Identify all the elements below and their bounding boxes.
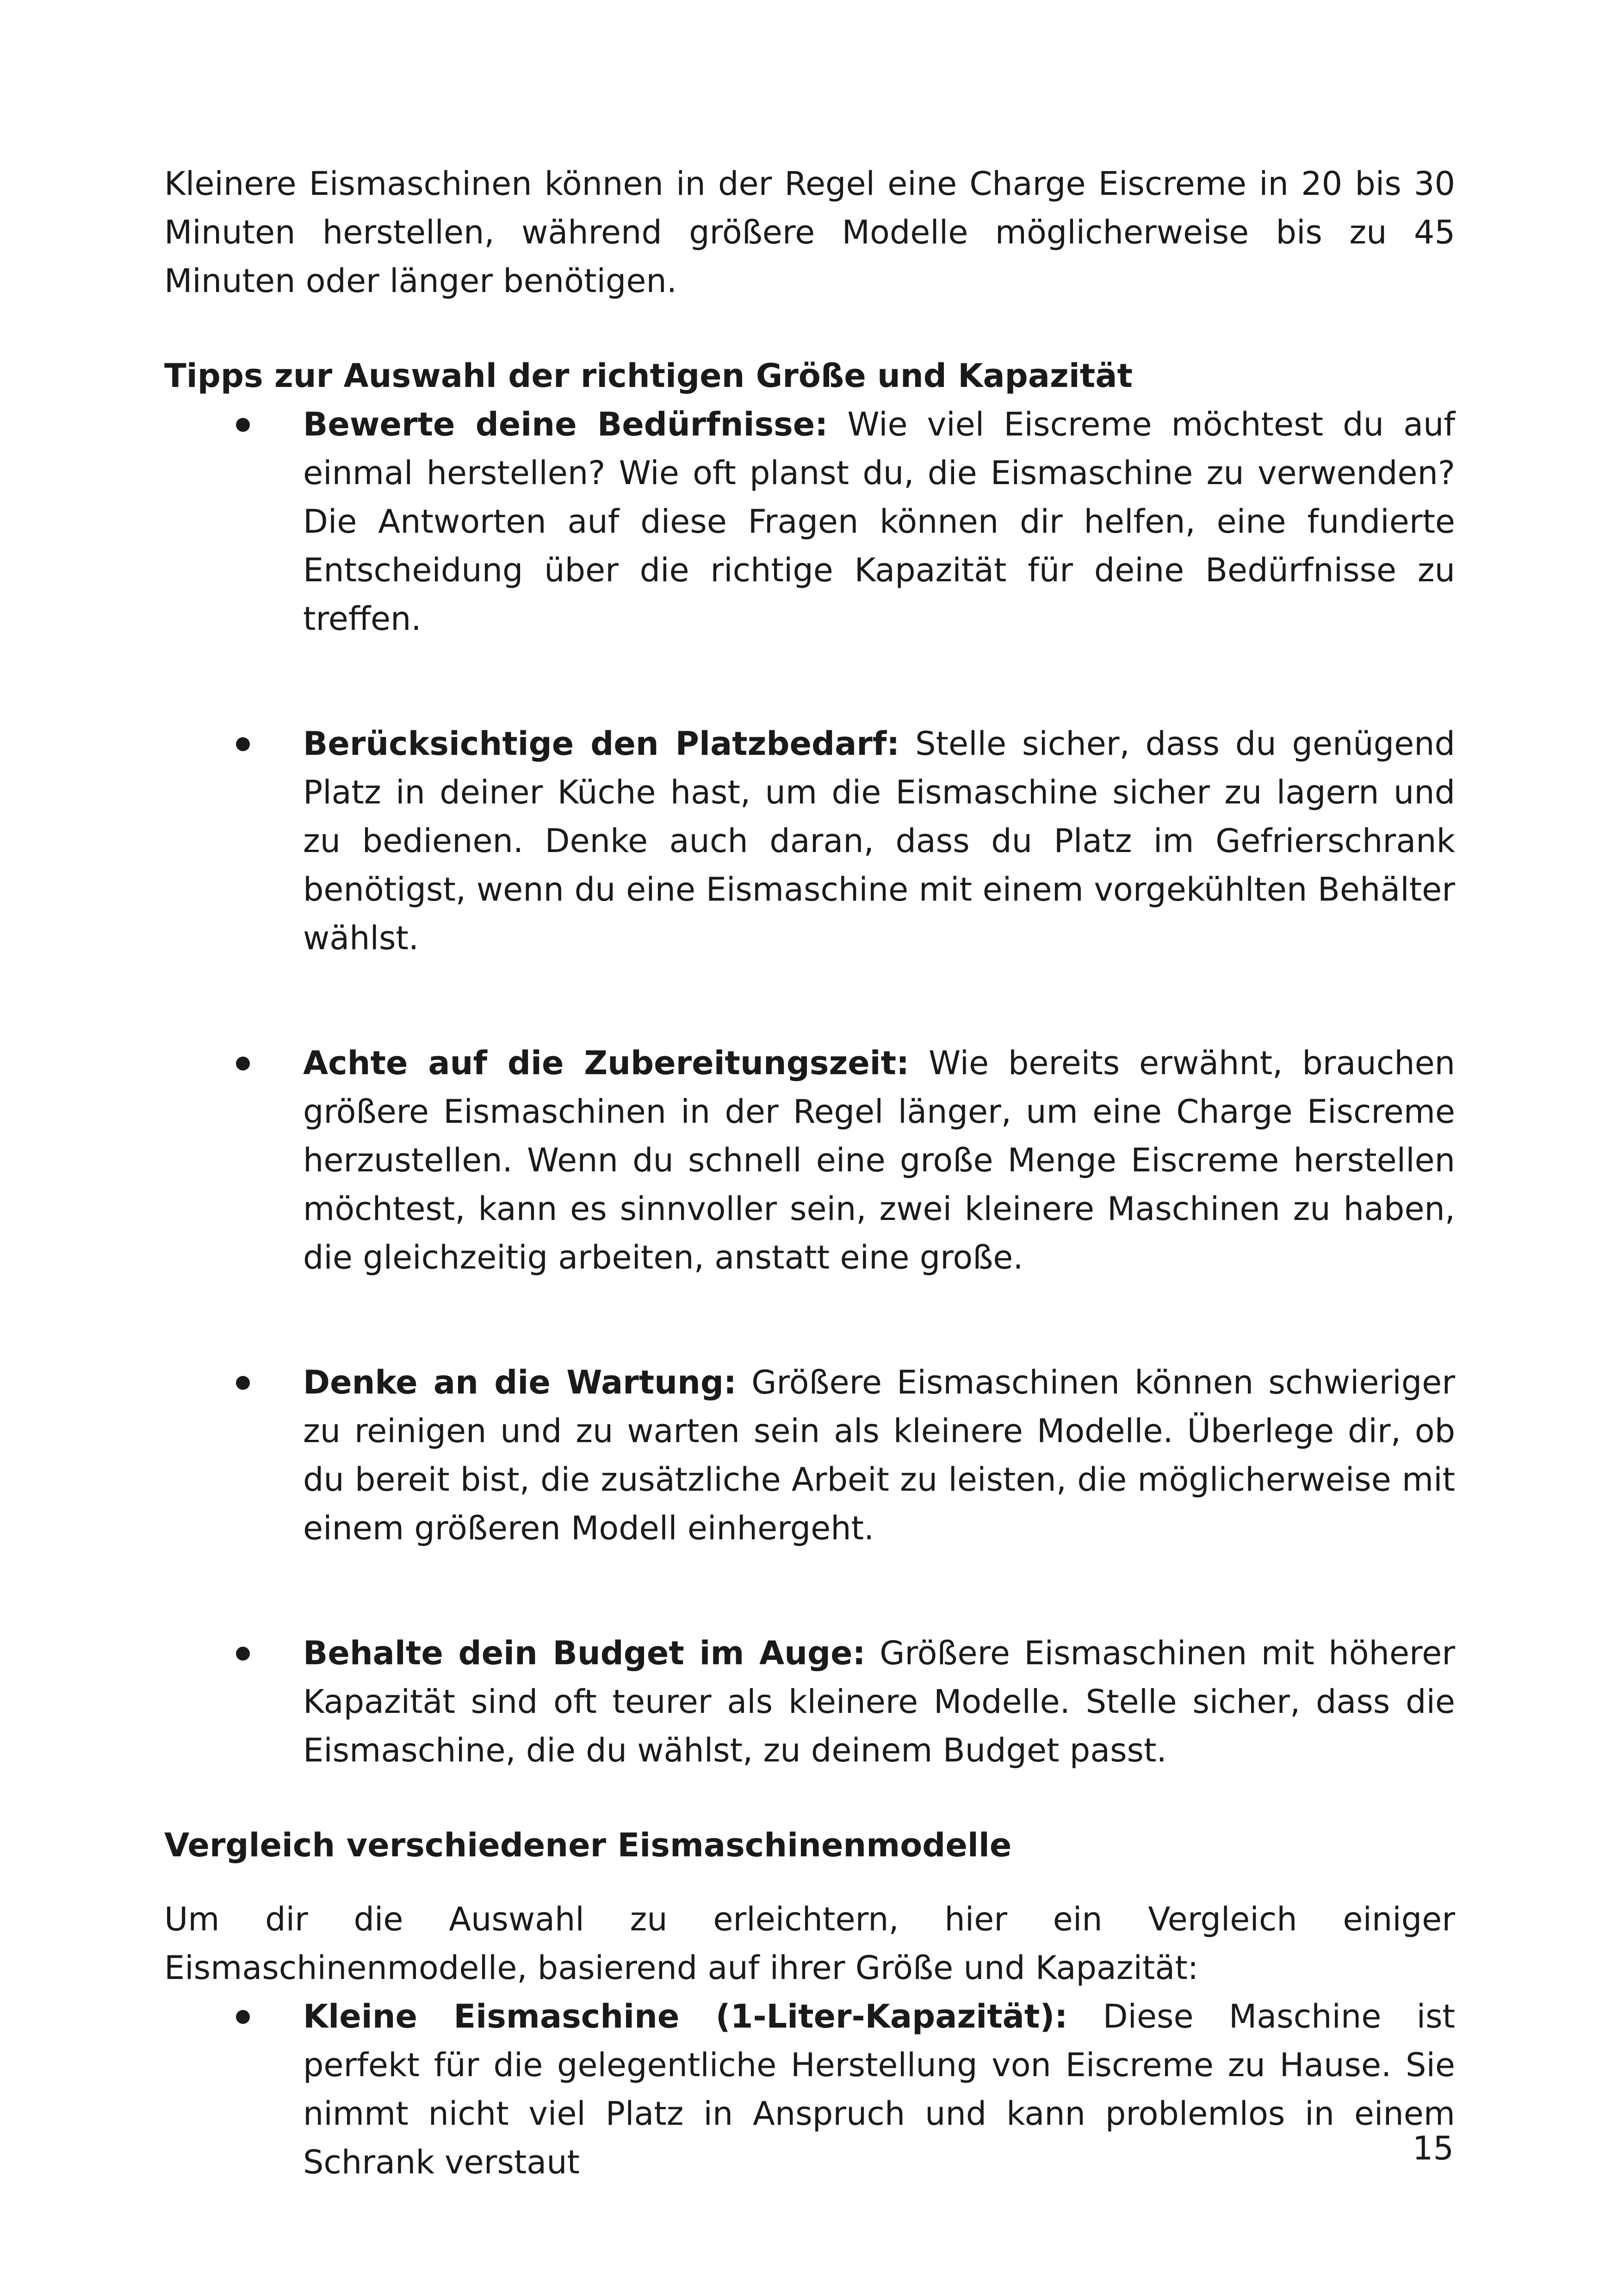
list-item-term: Achte auf die Zubereitungszeit: <box>303 1044 910 1082</box>
list-item <box>164 400 1455 643</box>
intro-paragraph: Kleinere Eismaschinen können in der Regel eine Charge Eiscreme in 20 bis 30 Minuten herstellen, während größere Modelle möglicherweise bis zu 45 Minuten oder länger benötigen. <box>164 165 1455 300</box>
list-item <box>164 1358 1455 1553</box>
bullet-icon <box>236 737 250 751</box>
models-list <box>164 1992 1455 2187</box>
tips-list <box>164 400 1455 1775</box>
bullet-icon <box>236 418 250 432</box>
section-heading-comparison: Vergleich verschiedener Eismaschinenmodelle <box>164 1826 1012 1864</box>
list-item <box>164 720 1455 963</box>
section-heading-tips: Tipps zur Auswahl der richtigen Größe und Kapazität <box>164 357 1133 395</box>
list-item <box>164 1992 1455 2187</box>
bullet-icon <box>236 1376 250 1390</box>
list-item-term: Bewerte deine Bedürfnisse: <box>303 405 828 443</box>
list-item <box>164 1629 1455 1775</box>
list-item-term: Behalte dein Budget im Auge: <box>303 1634 866 1672</box>
list-item-text: Wie bereits erwähnt, brauchen größere Eismaschinen in der Regel länger, um eine Charge Eiscreme herzustellen. Wenn du schnell eine große Menge Eiscreme herstellen möchtest, kann es sinnvoller sein, zwei kleinere Maschinen zu haben, die gleichzeitig arbeiten, anstatt eine große. <box>303 1044 1456 1276</box>
page-content <box>164 160 1455 2187</box>
list-item-term: Denke an die Wartung: <box>303 1363 737 1401</box>
list-item-text: Wie viel Eiscreme möchtest du auf einmal herstellen? Wie oft planst du, die Eismaschine zu verwenden? Die Antworten auf diese Fragen können dir helfen, eine fundierte Entscheidung über die richtige Kapazität für deine Bedürfnisse zu treffen. <box>303 405 1456 638</box>
comparison-intro-paragraph: Um dir die Auswahl zu erleichtern, hier ein Vergleich einiger Eismaschinenmodelle, basierend auf ihrer Größe und Kapazität: <box>164 1900 1455 1987</box>
bullet-icon <box>236 1647 250 1661</box>
list-item-term: Berücksichtige den Platzbedarf: <box>303 725 900 763</box>
list-item <box>164 1039 1455 1282</box>
list-item-text: Größere Eismaschinen mit höherer Kapazität sind oft teurer als kleinere Modelle. Stelle sicher, dass die Eismaschine, die du wählst, zu deinem Budget passt. <box>303 1634 1455 1769</box>
page-number: 15 <box>1412 2129 1454 2167</box>
bullet-icon <box>236 2010 250 2024</box>
list-item-term: Kleine Eismaschine (1-Liter-Kapazität): <box>303 1997 1068 2035</box>
bullet-icon <box>236 1057 250 1070</box>
list-item-text: Diese Maschine ist perfekt für die gelegentliche Herstellung von Eiscreme zu Hause. Sie nimmt nicht viel Platz in Anspruch und kann problemlos in einem Schrank verstaut <box>303 1997 1455 2181</box>
list-item-text: Stelle sicher, dass du genügend Platz in deiner Küche hast, um die Eismaschine sicher zu lagern und zu bedienen. Denke auch daran, dass du Platz im Gefrierschrank benötigst, wenn du eine Eismaschine mit einem vorgekühlten Behälter wählst. <box>303 725 1455 957</box>
list-item-text: Größere Eismaschinen können schwieriger zu reinigen und zu warten sein als kleinere Modelle. Überlege dir, ob du bereit bist, die zusätzliche Arbeit zu leisten, die möglicherweise mit einem größeren Modell einhergeht. <box>303 1363 1456 1547</box>
